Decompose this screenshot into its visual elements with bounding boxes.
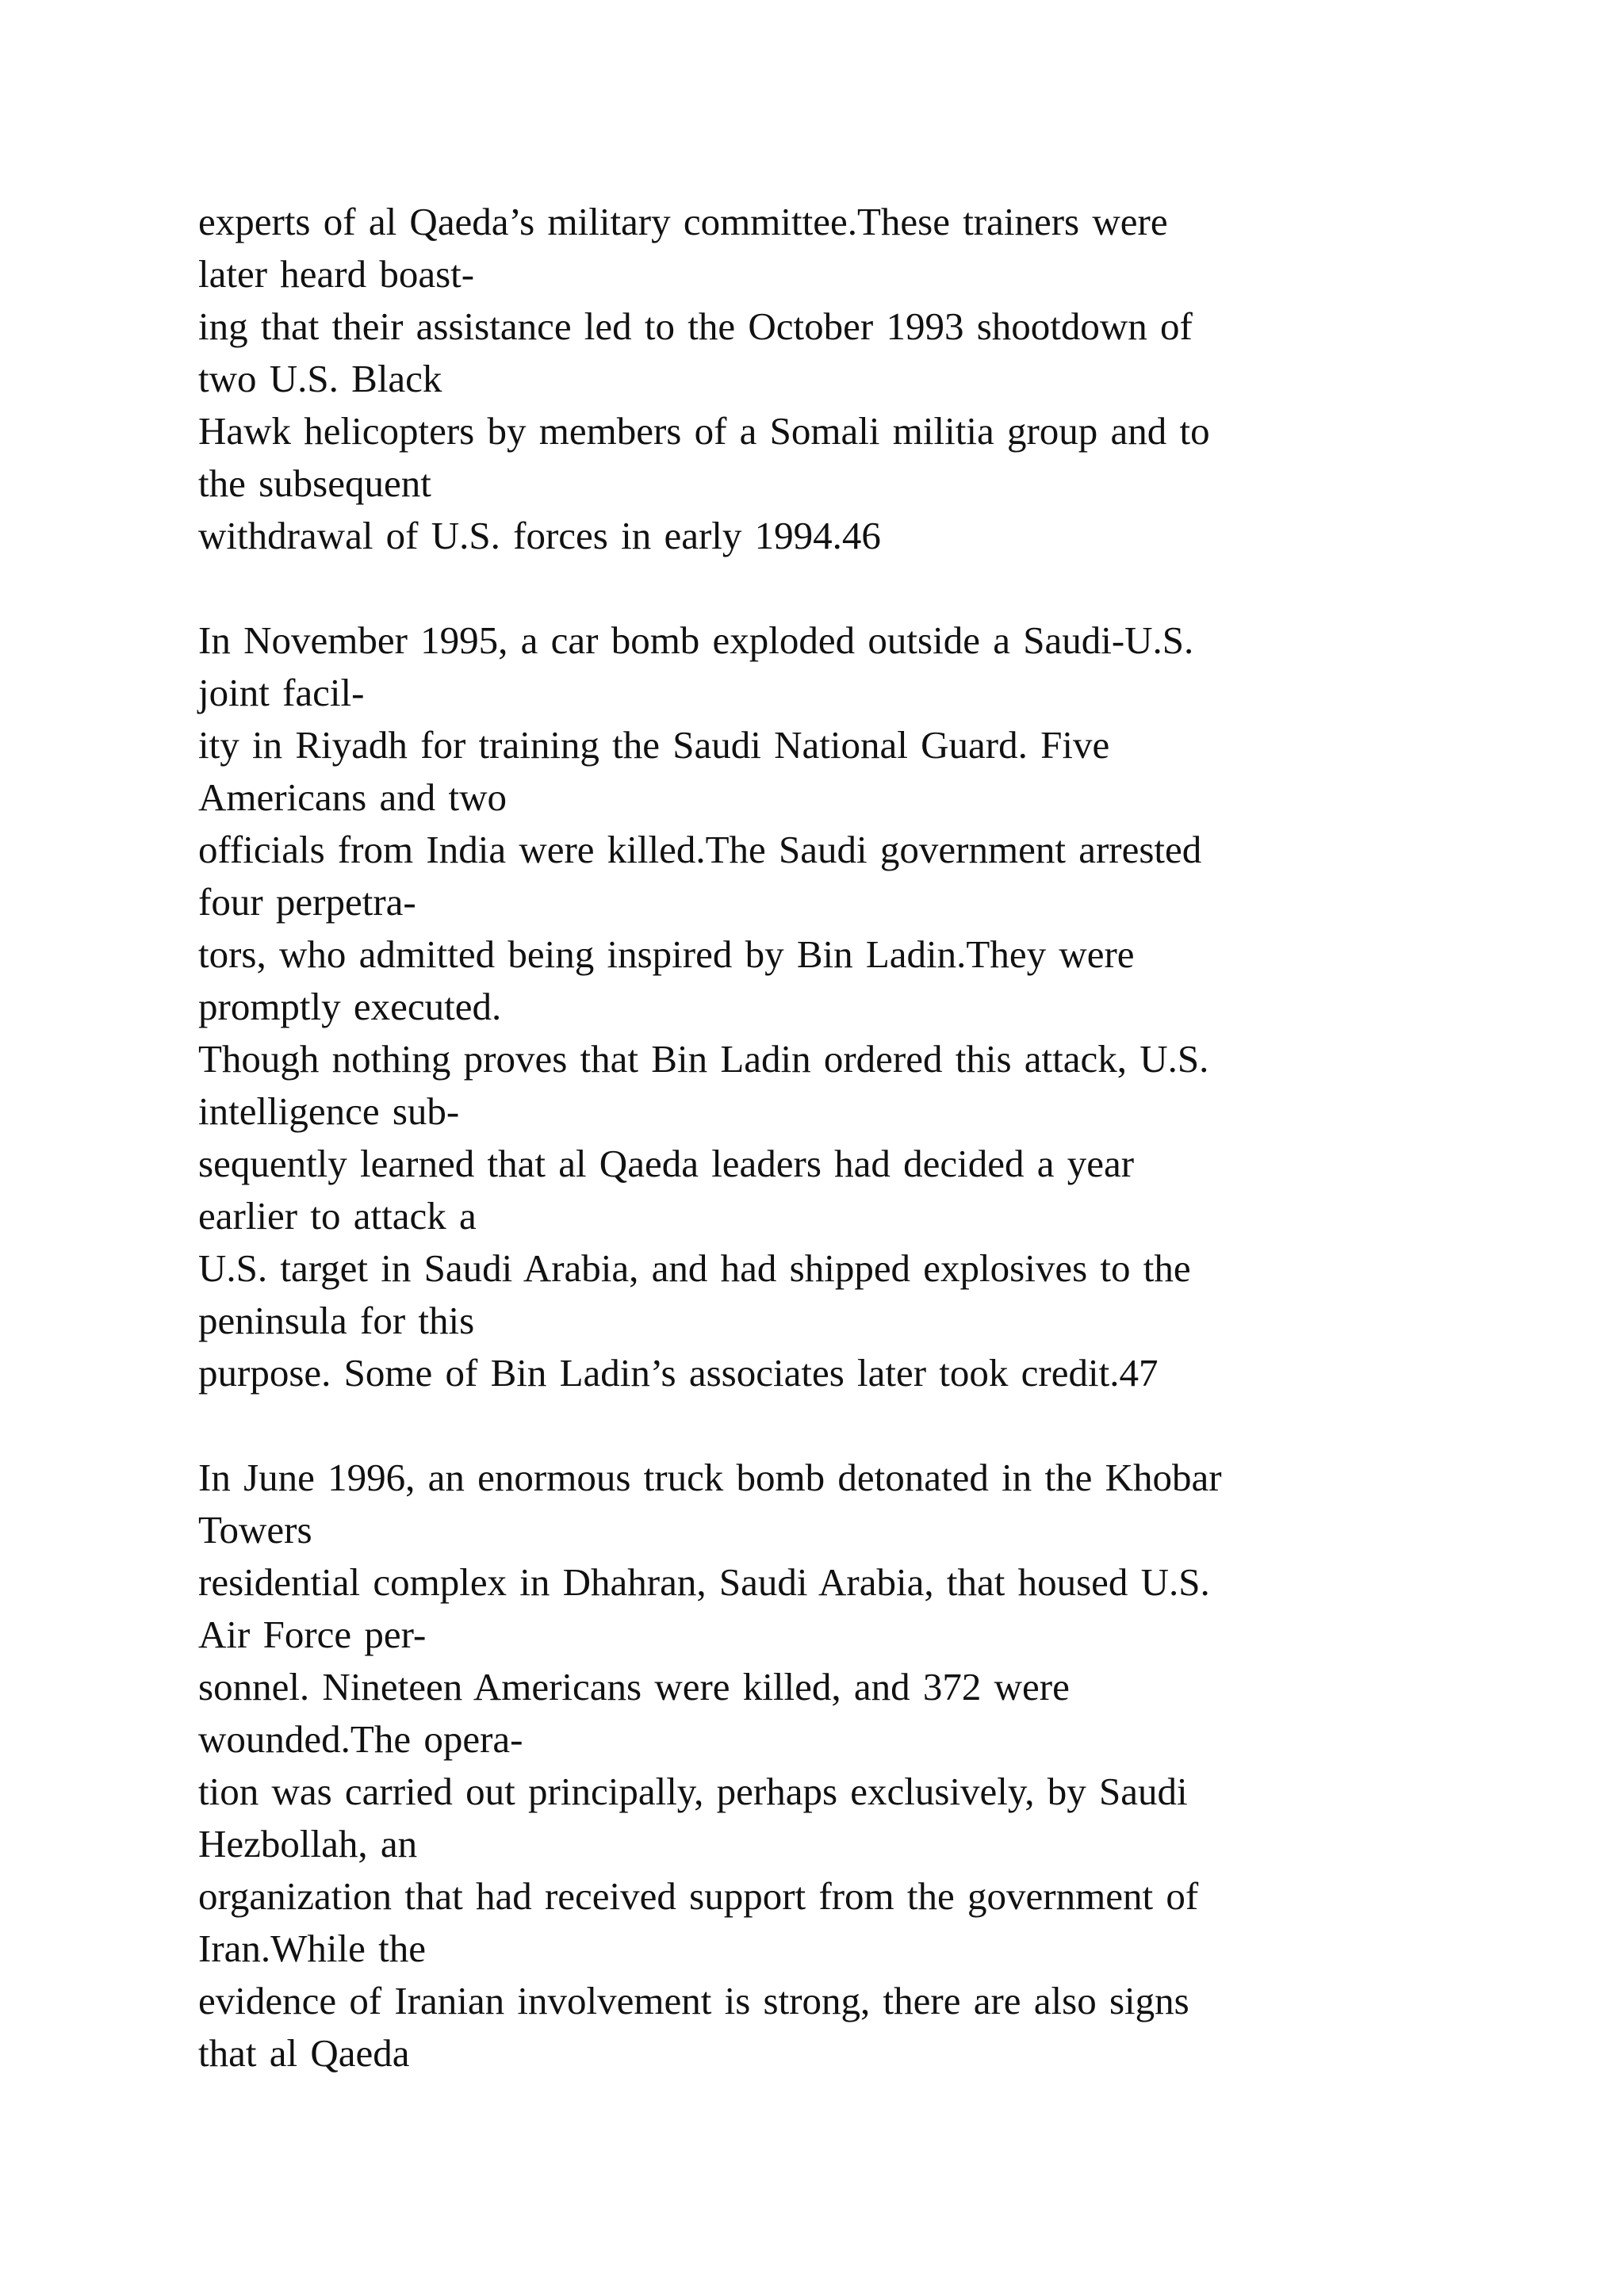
text-line: U.S. target in Saudi Arabia, and had shipped explosives to the (198, 1246, 1191, 1290)
text-line: four perpetra- (198, 880, 416, 924)
text-line: Hezbollah, an (198, 1822, 418, 1866)
text-line: sequently learned that al Qaeda leaders had decided a year (198, 1142, 1135, 1185)
text-line: the subsequent (198, 461, 431, 505)
text-line: evidence of Iranian involvement is strong, there are also signs (198, 1979, 1189, 2022)
text-line: organization that had received support from the government of (198, 1874, 1199, 1918)
text-line: joint facil- (198, 671, 365, 714)
text-line: Iran.While the (198, 1927, 426, 1970)
text-line: Air Force per- (198, 1613, 427, 1656)
text-line: purpose. Some of Bin Ladin’s associates later took credit.47 (198, 1351, 1159, 1395)
text-line: In June 1996, an enormous truck bomb detonated in the Khobar (198, 1456, 1222, 1499)
text-line: later heard boast- (198, 252, 475, 296)
text-line: officials from India were killed.The Saudi government arrested (198, 828, 1202, 871)
text-line: withdrawal of U.S. forces in early 1994.46 (198, 514, 881, 557)
text-line: ing that their assistance led to the October 1993 shootdown of (198, 304, 1193, 348)
text-line: promptly executed. (198, 985, 502, 1028)
document-body (198, 196, 1507, 2080)
text-line: Though nothing proves that Bin Ladin ordered this attack, U.S. (198, 1037, 1209, 1081)
text-line: two U.S. Black (198, 357, 442, 400)
text-line: residential complex in Dhahran, Saudi Arabia, that housed U.S. (198, 1560, 1210, 1604)
text-line: sonnel. Nineteen Americans were killed, and 372 were (198, 1665, 1070, 1709)
text-line: peninsula for this (198, 1299, 475, 1342)
text-line: tors, who admitted being inspired by Bin Ladin.They were (198, 932, 1135, 976)
text-line: tion was carried out principally, perhaps exclusively, by Saudi (198, 1770, 1188, 1813)
text-line: Hawk helicopters by members of a Somali militia group and to (198, 409, 1210, 453)
paragraph-spacer (198, 1399, 1507, 1452)
text-line: that al Qaeda (198, 2031, 410, 2075)
text-line: intelligence sub- (198, 1089, 460, 1133)
text-line: wounded.The opera- (198, 1717, 523, 1761)
text-line: Towers (198, 1508, 312, 1552)
text-line: ity in Riyadh for training the Saudi National Guard. Five (198, 723, 1110, 767)
text-line: In November 1995, a car bomb exploded outside a Saudi-U.S. (198, 618, 1194, 662)
text-line: experts of al Qaeda’s military committee.These trainers were (198, 200, 1168, 243)
text-line: earlier to attack a (198, 1194, 477, 1238)
text-line: Americans and two (198, 775, 507, 819)
paragraph-spacer (198, 562, 1507, 614)
